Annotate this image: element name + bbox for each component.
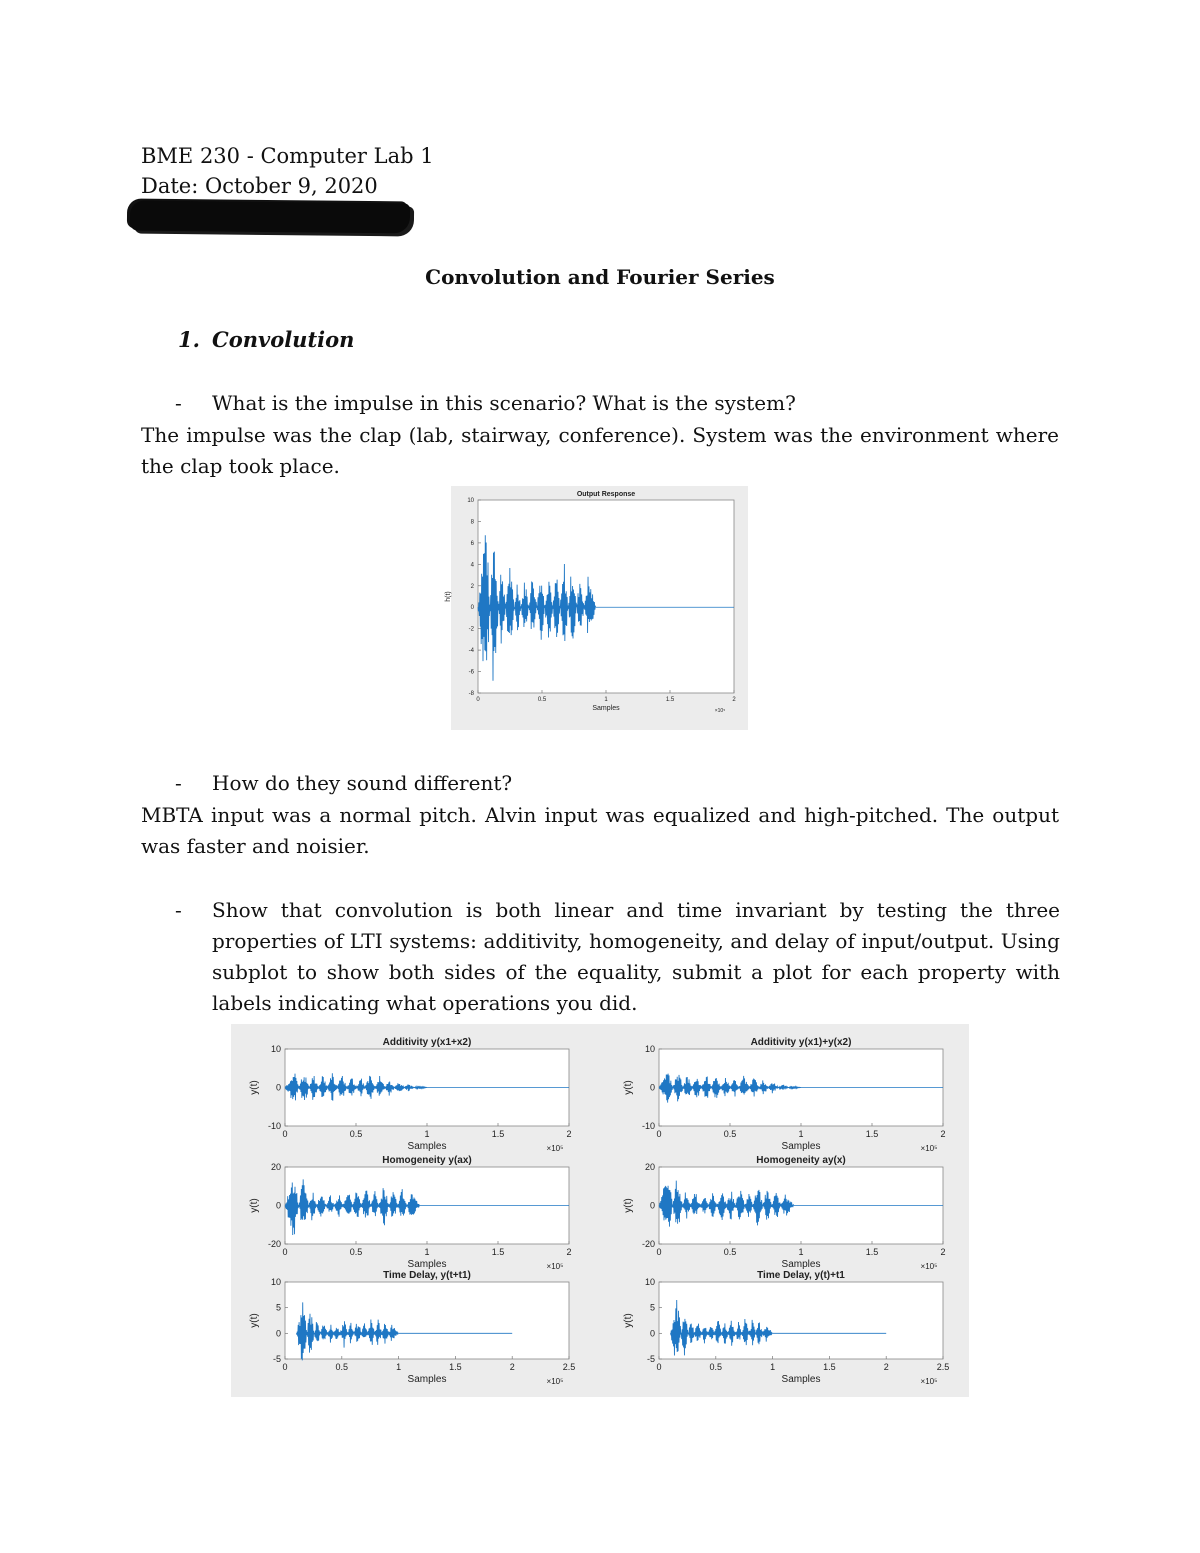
bullet-dash: - [175, 898, 182, 922]
x-tick-label: 1.5 [449, 1362, 462, 1372]
answer-2: MBTA input was a normal pitch. Alvin input was equalized and high-pitched. The output was faster and noisier. [141, 803, 1059, 858]
x-tick-label: 0 [282, 1247, 288, 1257]
x-multiplier: ×10⁵ [546, 1144, 564, 1153]
question-text: Show that convolution is both linear and time invariant by testing the three properties of LTI systems: additivity, homogeneity, and delay of input/output. Using subplot to show both sides of the equality, submit a plot for each property with labels indicating what operations you did. [212, 898, 1060, 1015]
x-axis-label: Samples [781, 1374, 821, 1385]
x-tick-label: 0.5 [723, 1247, 737, 1257]
document-title: Convolution and Fourier Series [425, 265, 775, 289]
chart-title: Output Response [576, 491, 636, 498]
y-tick-label: 0 [649, 1082, 655, 1093]
chart-title: Additivity y(x1+x2) [382, 1037, 472, 1048]
y-tick-label: 20 [644, 1162, 655, 1172]
y-tick-label: 10 [467, 498, 474, 504]
y-tick-label: 8 [470, 519, 474, 526]
y-axis-label: h(t) [445, 591, 452, 602]
y-tick-label: -2 [468, 626, 474, 633]
y-axis-label: y(t) [623, 1198, 634, 1213]
x-tick-label: 0 [282, 1362, 288, 1372]
y-tick-label: 4 [470, 562, 474, 569]
x-tick-label: 2 [509, 1362, 515, 1372]
x-tick-label: 2 [883, 1362, 889, 1372]
chart-title: Time Delay, y(t)+t1 [757, 1270, 845, 1281]
x-multiplier: ×10⁵ [714, 708, 726, 714]
x-tick-label: 2.5 [936, 1362, 950, 1372]
y-tick-label: 6 [470, 540, 474, 547]
x-tick-label: 0 [656, 1247, 662, 1257]
x-tick-label: 0 [656, 1129, 662, 1139]
x-tick-label: 1 [798, 1129, 804, 1139]
answer-1: The impulse was the clap (lab, stairway, conference). System was the environment where the clap took place. [141, 423, 1059, 478]
y-tick-label: -8 [468, 691, 474, 697]
question-text: What is the impulse in this scenario? What is the system? [212, 391, 796, 415]
y-tick-label: -20 [267, 1239, 281, 1249]
y-axis-label: y(t) [623, 1313, 634, 1328]
x-tick-label: 2 [566, 1247, 572, 1257]
x-tick-label: 0.5 [709, 1362, 723, 1372]
x-tick-label: 0.5 [349, 1129, 363, 1139]
figure-lti-properties [231, 1024, 969, 1397]
y-tick-label: 5 [275, 1302, 281, 1313]
chart-title: Time Delay, y(t+t1) [383, 1270, 471, 1281]
x-multiplier: ×10⁵ [546, 1377, 564, 1386]
x-tick-label: 1.5 [665, 697, 675, 703]
x-tick-label: 1.5 [865, 1129, 879, 1139]
x-tick-label: 1 [770, 1362, 776, 1372]
y-axis-label: y(t) [249, 1080, 260, 1095]
question-text: How do they sound different? [212, 771, 513, 795]
y-tick-label: -10 [267, 1121, 281, 1131]
x-tick-label: 1.5 [491, 1247, 505, 1257]
section-number: 1. [178, 327, 200, 352]
y-tick-label: -10 [641, 1121, 655, 1131]
x-tick-label: 1.5 [491, 1129, 505, 1139]
x-tick-label: 2 [566, 1129, 572, 1139]
x-multiplier: ×10⁵ [920, 1144, 938, 1153]
y-axis-label: y(t) [249, 1198, 260, 1213]
date-line: Date: October 9, 2020 [141, 174, 378, 198]
course-line: BME 230 - Computer Lab 1 [141, 144, 434, 168]
x-tick-label: 0.5 [723, 1129, 737, 1139]
bullet-dash: - [175, 391, 182, 415]
bullet-dash: - [175, 771, 182, 795]
y-tick-label: 10 [644, 1277, 655, 1287]
plot-area [285, 1282, 569, 1359]
y-tick-label: -5 [272, 1354, 281, 1364]
y-tick-label: 0 [275, 1082, 281, 1093]
x-multiplier: ×10⁵ [920, 1377, 938, 1386]
x-tick-label: 0 [656, 1362, 662, 1372]
y-tick-label: 5 [649, 1302, 655, 1313]
y-axis-label: y(t) [623, 1080, 634, 1095]
y-axis-label: y(t) [249, 1313, 260, 1328]
x-axis-label: Samples [407, 1141, 447, 1152]
y-tick-label: 10 [644, 1044, 655, 1054]
x-tick-label: 1.5 [865, 1247, 879, 1257]
x-tick-label: 1 [396, 1362, 402, 1372]
x-tick-label: 0 [282, 1129, 288, 1139]
y-tick-label: 10 [270, 1277, 281, 1287]
chart-title: Homogeneity ay(x) [756, 1155, 846, 1166]
section-label: Convolution [212, 327, 355, 352]
x-axis-label: Samples [781, 1259, 821, 1270]
plot-area [659, 1282, 943, 1359]
x-axis-label: Samples [407, 1374, 447, 1385]
y-tick-label: 0 [275, 1200, 281, 1211]
y-tick-label: 0 [649, 1200, 655, 1211]
y-tick-label: -6 [468, 669, 474, 676]
x-tick-label: 1 [424, 1247, 430, 1257]
x-tick-label: 0.5 [349, 1247, 363, 1257]
output-response-chart [445, 486, 748, 730]
y-tick-label: 2 [470, 583, 474, 590]
chart-title: Additivity y(x1)+y(x2) [750, 1037, 852, 1048]
y-tick-label: 20 [270, 1162, 281, 1172]
x-tick-label: 1.5 [823, 1362, 836, 1372]
x-tick-label: 1 [604, 697, 608, 703]
x-tick-label: 0.5 [335, 1362, 349, 1372]
y-tick-label: -4 [468, 648, 474, 655]
x-tick-label: 2 [940, 1129, 946, 1139]
y-tick-label: 0 [649, 1328, 655, 1339]
x-tick-label: 0.5 [537, 697, 547, 703]
x-multiplier: ×10⁵ [546, 1262, 564, 1271]
x-tick-label: 2 [732, 697, 736, 703]
y-tick-label: 10 [270, 1044, 281, 1054]
y-tick-label: 0 [275, 1328, 281, 1339]
redaction-mark [130, 201, 410, 234]
chart-title: Homogeneity y(ax) [382, 1155, 472, 1166]
x-tick-label: 2 [940, 1247, 946, 1257]
x-axis-label: Samples [781, 1141, 821, 1152]
x-tick-label: 1 [424, 1129, 430, 1139]
plot-area [478, 500, 734, 693]
x-tick-label: 0 [476, 697, 480, 703]
figure-output-response [445, 486, 748, 730]
x-axis-label: Samples [592, 705, 620, 712]
lti-properties-chart [231, 1024, 969, 1397]
y-tick-label: -20 [641, 1239, 655, 1249]
y-tick-label: -5 [646, 1354, 655, 1364]
x-tick-label: 1 [798, 1247, 804, 1257]
x-multiplier: ×10⁵ [920, 1262, 938, 1271]
y-tick-label: 0 [470, 605, 474, 612]
section-heading [178, 327, 354, 352]
x-axis-label: Samples [407, 1259, 447, 1270]
x-tick-label: 2.5 [562, 1362, 576, 1372]
